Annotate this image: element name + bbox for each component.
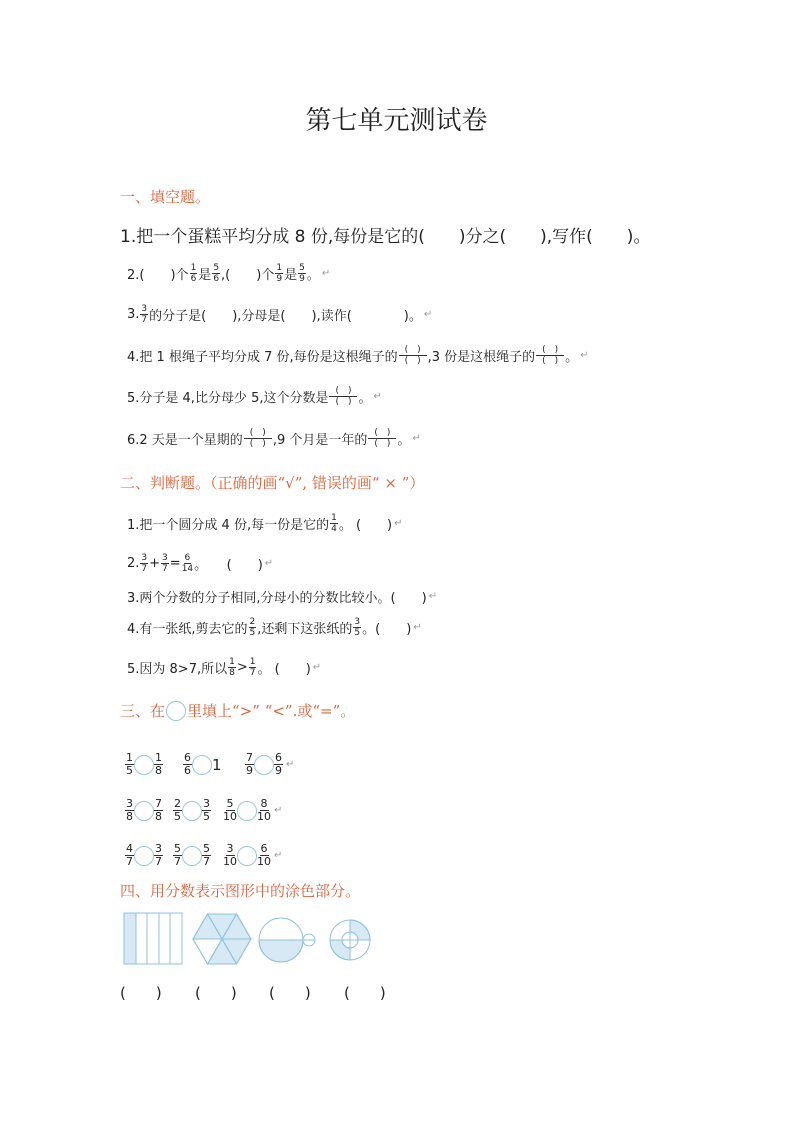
numerator: 2 bbox=[249, 617, 256, 627]
denominator: 10 bbox=[257, 810, 271, 823]
denominator: 8 bbox=[155, 810, 162, 823]
blank-fraction[interactable] bbox=[368, 428, 396, 449]
text: 是 bbox=[284, 268, 298, 283]
ring-shape bbox=[330, 920, 370, 960]
section1-heading: 一、填空题。 bbox=[120, 188, 211, 206]
answer-blank-3[interactable]: ( ) bbox=[269, 984, 311, 1002]
numerator: 1 bbox=[276, 263, 283, 273]
rectangle-shape bbox=[124, 913, 182, 964]
fraction bbox=[125, 752, 134, 777]
text: 4.有一张纸,剪去它的 bbox=[127, 622, 248, 637]
answer-circle[interactable] bbox=[134, 846, 154, 866]
text: + bbox=[149, 556, 161, 571]
text: 1.把一个圆分成 4 份,每一份是它的 bbox=[127, 518, 330, 533]
fraction bbox=[330, 513, 338, 534]
denominator: 5 bbox=[174, 810, 181, 823]
judge-5 bbox=[127, 657, 321, 678]
answer-circle[interactable] bbox=[192, 755, 212, 775]
question-1-6 bbox=[127, 428, 421, 449]
return-mark: ↵ bbox=[580, 350, 589, 361]
numerator: 8 bbox=[260, 797, 268, 810]
fraction bbox=[212, 263, 220, 284]
numerator: 6 bbox=[184, 553, 191, 563]
answer-circle[interactable] bbox=[254, 755, 274, 775]
denominator: 10 bbox=[223, 855, 237, 868]
comparison-item bbox=[222, 798, 282, 823]
blank-numerator: ( ) bbox=[329, 386, 357, 397]
fraction bbox=[190, 263, 198, 284]
numerator: 2 bbox=[174, 797, 181, 810]
question-1-3 bbox=[127, 304, 432, 325]
numerator: 5 bbox=[226, 797, 234, 810]
text: 3. bbox=[127, 307, 140, 322]
answer-circle[interactable] bbox=[134, 755, 154, 775]
fraction bbox=[154, 752, 163, 777]
page-title: 第七单元测试卷 bbox=[305, 106, 488, 136]
blank-fraction[interactable] bbox=[329, 386, 357, 407]
return-mark: ↵ bbox=[413, 622, 422, 633]
fraction bbox=[154, 798, 163, 823]
text: 。 bbox=[358, 391, 372, 406]
blank-denominator: ( ) bbox=[249, 439, 266, 449]
comparison-item bbox=[182, 752, 222, 777]
text: 3.两个分数的分子相同,分母小的分数比较小。( ) bbox=[127, 591, 427, 606]
numerator: 1 bbox=[190, 263, 197, 273]
denominator: 7 bbox=[174, 855, 181, 868]
blank-denominator: ( ) bbox=[404, 356, 421, 366]
fraction bbox=[223, 798, 237, 823]
return-mark: ↵ bbox=[373, 391, 382, 402]
denominator: 7 bbox=[162, 564, 168, 574]
fraction bbox=[245, 752, 254, 777]
text: = bbox=[169, 556, 181, 571]
denominator: 9 bbox=[275, 764, 282, 777]
blank-numerator: ( ) bbox=[536, 345, 564, 356]
numerator: 1 bbox=[126, 751, 133, 764]
blank-numerator: ( ) bbox=[399, 345, 427, 356]
denominator: 5 bbox=[354, 628, 361, 638]
text: ,还剩下这张纸的 bbox=[257, 622, 353, 637]
text: 。 bbox=[306, 268, 320, 283]
hexagon-shape bbox=[193, 914, 251, 964]
return-mark: ↵ bbox=[286, 759, 295, 770]
text: ,9 个月是一年的 bbox=[272, 433, 368, 448]
shaded-strip bbox=[124, 913, 136, 964]
return-mark: ↵ bbox=[423, 309, 433, 320]
fraction bbox=[249, 657, 257, 678]
denominator: 7 bbox=[126, 855, 133, 868]
numerator: 1 bbox=[155, 751, 162, 764]
text: 。( ) bbox=[362, 622, 412, 637]
return-mark: ↵ bbox=[264, 558, 274, 569]
fraction bbox=[202, 843, 211, 868]
text: 2. bbox=[127, 556, 140, 571]
denominator: 7 bbox=[203, 855, 210, 868]
text: 2.( )个 bbox=[127, 268, 189, 283]
circle-shape bbox=[259, 918, 315, 962]
blank-denominator: ( ) bbox=[542, 356, 559, 366]
denominator: 10 bbox=[223, 810, 237, 823]
comparison-item bbox=[124, 752, 164, 777]
fraction bbox=[173, 843, 182, 868]
circle-icon bbox=[166, 701, 186, 721]
return-mark: ↵ bbox=[312, 662, 322, 673]
fraction bbox=[161, 553, 169, 574]
denominator: 9 bbox=[276, 274, 283, 284]
return-mark: ↵ bbox=[394, 518, 403, 529]
numerator: 3 bbox=[162, 553, 168, 563]
answer-blank-4[interactable]: ( ) bbox=[344, 984, 386, 1002]
numerator: 5 bbox=[213, 263, 220, 273]
numerator: 6 bbox=[260, 842, 268, 855]
blank-fraction[interactable] bbox=[536, 345, 564, 366]
numerator: 1 bbox=[331, 513, 337, 523]
text: 。 ( ) bbox=[338, 518, 393, 533]
fraction bbox=[140, 304, 148, 325]
blank-denominator: ( ) bbox=[335, 397, 352, 407]
return-mark: ↵ bbox=[428, 591, 438, 602]
denominator: 10 bbox=[257, 855, 271, 868]
numerator: 7 bbox=[155, 797, 162, 810]
denominator: 14 bbox=[181, 564, 194, 574]
text: 。 ( ) bbox=[257, 662, 311, 677]
numerator: 5 bbox=[299, 263, 305, 273]
question-1-1: 1.把一个蛋糕平均分成 8 份,每份是它的( )分之( ),写作( )。 bbox=[120, 227, 651, 247]
fraction bbox=[173, 798, 182, 823]
denominator: 7 bbox=[141, 564, 148, 574]
text: 是 bbox=[198, 268, 212, 283]
return-mark: ↵ bbox=[412, 433, 421, 444]
comparison-item bbox=[172, 798, 212, 823]
text: 6.2 天是一个星期的 bbox=[127, 433, 243, 448]
fraction bbox=[125, 798, 134, 823]
numerator: 3 bbox=[141, 304, 148, 314]
return-mark: ↵ bbox=[274, 850, 283, 861]
denominator: 7 bbox=[141, 315, 148, 325]
denominator: 9 bbox=[246, 764, 253, 777]
blank-numerator: ( ) bbox=[368, 428, 396, 439]
comparison-item bbox=[172, 843, 212, 868]
numerator: 4 bbox=[126, 842, 133, 855]
question-1-4 bbox=[127, 345, 589, 366]
comparison-item bbox=[124, 843, 164, 868]
text: 的分子是( ),分母是( ),读作( )。 bbox=[149, 309, 422, 324]
denominator: 6 bbox=[190, 274, 197, 284]
denominator: 8 bbox=[155, 764, 162, 777]
numerator: 6 bbox=[184, 751, 191, 764]
section3-heading bbox=[120, 700, 355, 721]
denominator: 8 bbox=[229, 668, 235, 678]
text: 4.把 1 根绳子平均分成 7 份,每份是这根绳子的 bbox=[127, 350, 398, 365]
fraction bbox=[275, 263, 283, 284]
numerator: 1 bbox=[229, 657, 235, 667]
answer-circle[interactable] bbox=[182, 846, 202, 866]
text: 。 bbox=[397, 433, 411, 448]
question-1-2 bbox=[127, 263, 330, 284]
numerator: 5 bbox=[203, 842, 210, 855]
text: 。 ( ) bbox=[194, 558, 263, 573]
blank-fraction[interactable] bbox=[244, 428, 272, 449]
answer-blank-2[interactable]: ( ) bbox=[195, 984, 237, 1002]
blank-denominator: ( ) bbox=[374, 439, 391, 449]
judge-1 bbox=[127, 513, 402, 534]
number: 1 bbox=[212, 755, 222, 774]
blank-fraction[interactable] bbox=[399, 345, 427, 366]
text: 5.因为 8>7,所以 bbox=[127, 662, 228, 677]
fraction bbox=[298, 263, 306, 284]
denominator: 5 bbox=[249, 628, 256, 638]
numerator: 6 bbox=[275, 751, 282, 764]
numerator: 3 bbox=[126, 797, 133, 810]
fraction bbox=[202, 798, 211, 823]
denominator: 5 bbox=[126, 764, 133, 777]
answer-circle[interactable] bbox=[237, 801, 257, 821]
fraction bbox=[183, 752, 192, 777]
numerator: 7 bbox=[246, 751, 253, 764]
section4-heading: 四、用分数表示图形中的涂色部分。 bbox=[120, 882, 361, 900]
answer-circle[interactable] bbox=[237, 846, 257, 866]
fraction bbox=[223, 843, 237, 868]
denominator: 7 bbox=[155, 855, 162, 868]
fraction bbox=[257, 843, 271, 868]
numerator: 5 bbox=[174, 842, 181, 855]
question-1-5 bbox=[127, 386, 382, 407]
fraction bbox=[140, 553, 148, 574]
fraction bbox=[274, 752, 283, 777]
judge-3 bbox=[127, 587, 437, 606]
blank-numerator: ( ) bbox=[244, 428, 272, 439]
text: 5.分子是 4,比分母少 5,这个分数是 bbox=[127, 391, 329, 406]
text: ,3 份是这根绳子的 bbox=[427, 350, 536, 365]
text: 三、在 bbox=[120, 702, 166, 720]
denominator: 8 bbox=[126, 810, 133, 823]
fraction bbox=[249, 617, 257, 638]
fraction bbox=[125, 843, 134, 868]
numerator: 3 bbox=[141, 553, 148, 563]
numerator: 3 bbox=[226, 842, 234, 855]
denominator: 5 bbox=[203, 810, 210, 823]
text: > bbox=[236, 660, 248, 675]
denominator: 4 bbox=[331, 524, 337, 534]
text: ,( )个 bbox=[221, 268, 275, 283]
fraction bbox=[154, 843, 163, 868]
numerator: 3 bbox=[354, 617, 361, 627]
section2-heading: 二、判断题。（正确的画“√”, 错误的画“ × ”） bbox=[120, 474, 425, 492]
return-mark: ↵ bbox=[274, 805, 283, 816]
fraction bbox=[182, 553, 193, 574]
comparison-item bbox=[244, 752, 294, 777]
denominator: 6 bbox=[184, 764, 191, 777]
judge-4 bbox=[127, 617, 422, 638]
text: 里填上“>” “<”.或“=”。 bbox=[187, 702, 356, 720]
denominator: 9 bbox=[299, 274, 305, 284]
fraction bbox=[353, 617, 361, 638]
denominator: 6 bbox=[213, 274, 220, 284]
fraction bbox=[228, 657, 236, 678]
answer-circle[interactable] bbox=[182, 801, 202, 821]
fraction bbox=[257, 798, 271, 823]
text: 。 bbox=[565, 350, 579, 365]
shapes-figure bbox=[118, 910, 378, 970]
numerator: 1 bbox=[249, 657, 256, 667]
denominator: 7 bbox=[249, 668, 256, 678]
numerator: 3 bbox=[155, 842, 162, 855]
judge-2 bbox=[127, 553, 273, 574]
answer-blank-1[interactable]: ( ) bbox=[120, 984, 162, 1002]
numerator: 3 bbox=[203, 797, 210, 810]
return-mark: ↵ bbox=[321, 268, 331, 279]
comparison-item bbox=[222, 843, 282, 868]
comparison-item bbox=[124, 798, 164, 823]
answer-circle[interactable] bbox=[134, 801, 154, 821]
